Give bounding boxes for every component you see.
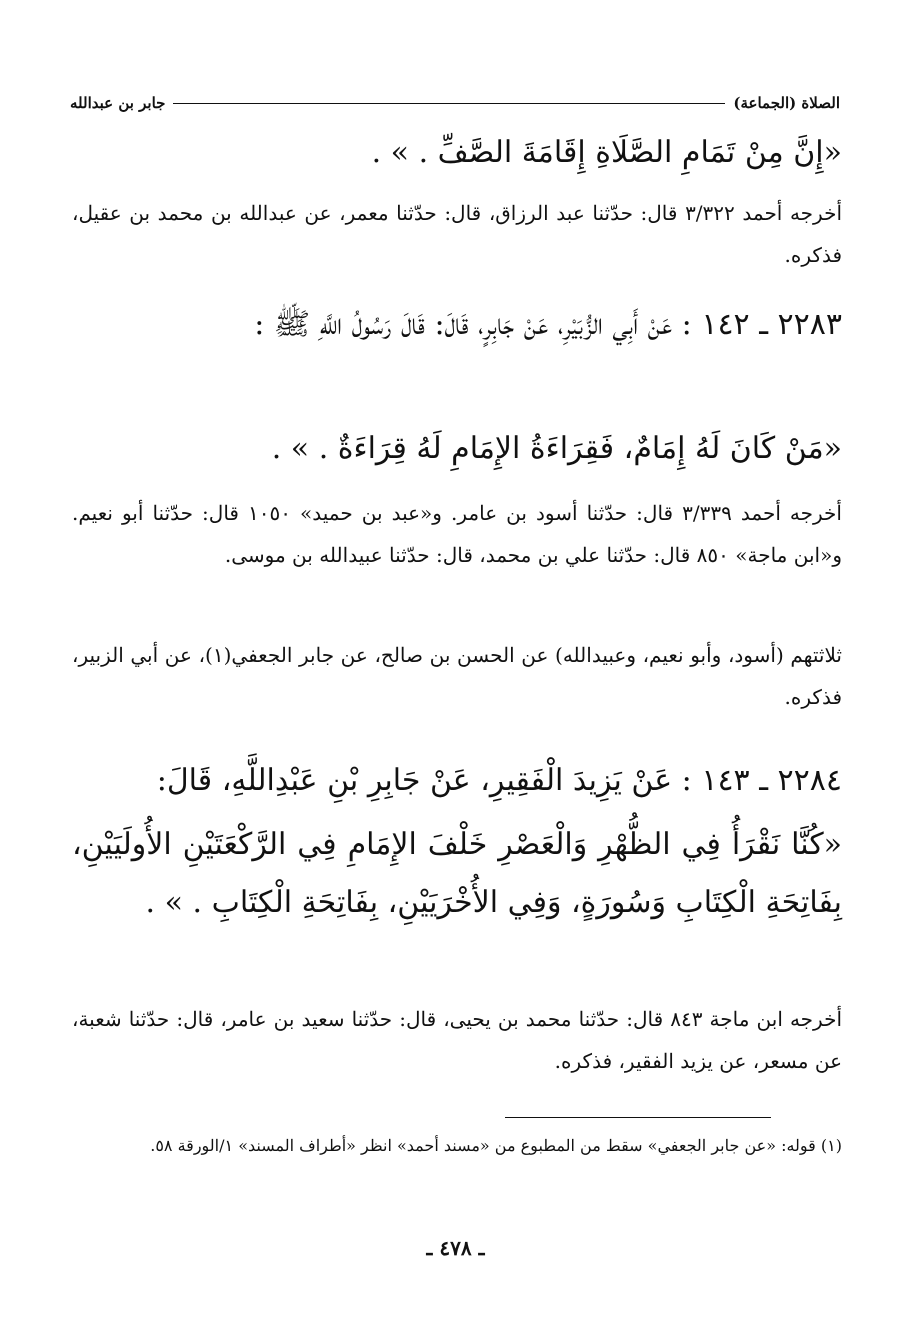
source-citation: ثلاثتهم (أسود، وأبو نعيم، وعبيدالله) عن الحسن بن صالح، عن جابر الجعفي(١)، عن أبي الزبير، فذكره. [72,643,843,709]
hadith-isnad: ٢٢٨٣ ـ ١٤٢ : عَنْ أَبِي الزُّبَيْرِ، عَنْ جَابِرٍ، قَالَ: قَالَ رَسُولُ اللَّهِ ﷺ : [254,307,842,342]
source-citation: أخرجه أحمد ٣/٣٢٢ قال: حدّثنا عبد الرزاق، قال: حدّثنا معمر، عن عبدالله بن محمد بن عقيل، فذكره. [72,201,842,267]
page-number: ـ ٤٧٨ ـ [426,1236,485,1260]
running-header [70,92,840,114]
header-rule [173,103,725,104]
header-section-title: الصلاة (الجماعة) [733,94,840,112]
footnote-separator [505,1117,771,1118]
hadith-text: «إِنَّ مِنْ تَمَامِ الصَّلَاةِ إِقَامَةَ الصَّفِّ . » . [371,135,842,170]
source-citation: أخرجه أحمد ٣/٣٣٩ قال: حدّثنا أسود بن عامر. و«عبد بن حميد» ١٠٥٠ قال: حدّثنا أبو نعيم. و«ابن ماجة» ٨٥٠ قال: حدّثنا علي بن محمد، قال: حدّثنا عبيدالله بن موسى. [72,501,842,567]
hadith-text: «مَنْ كَانَ لَهُ إِمَامٌ، فَقِرَاءَةُ الإِمَامِ لَهُ قِرَاءَةٌ . » . [271,431,842,466]
hadith-text: «كُنَّا نَقْرَأُ فِي الظُّهْرِ وَالْعَصْرِ خَلْفَ الإِمَامِ فِي الرَّكْعَتَيْنِ الأُولَيَيْنِ، بِفَاتِحَةِ الْكِتَابِ وَسُورَةٍ، وَفِي الأُخْرَيَيْنِ، بِفَاتِحَةِ الْكِتَابِ . » . [72,827,842,920]
header-narrator: جابر بن عبدالله [70,94,166,112]
hadith-isnad: ٢٢٨٤ ـ ١٤٣ : عَنْ يَزِيدَ الْفَقِيرِ، عَنْ جَابِرِ بْنِ عَبْدِاللَّهِ، قَالَ: [156,763,842,798]
footnote: (١) قوله: «عن جابر الجعفي» سقط من المطبوع من «مسند أحمد» انظر «أطراف المسند» ١/الورقة ٥٨. [150,1136,842,1155]
source-citation: أخرجه ابن ماجة ٨٤٣ قال: حدّثنا محمد بن يحيى، قال: حدّثنا سعيد بن عامر، قال: حدّثنا شعبة، عن مسعر، عن يزيد الفقير، فذكره. [72,1007,843,1073]
